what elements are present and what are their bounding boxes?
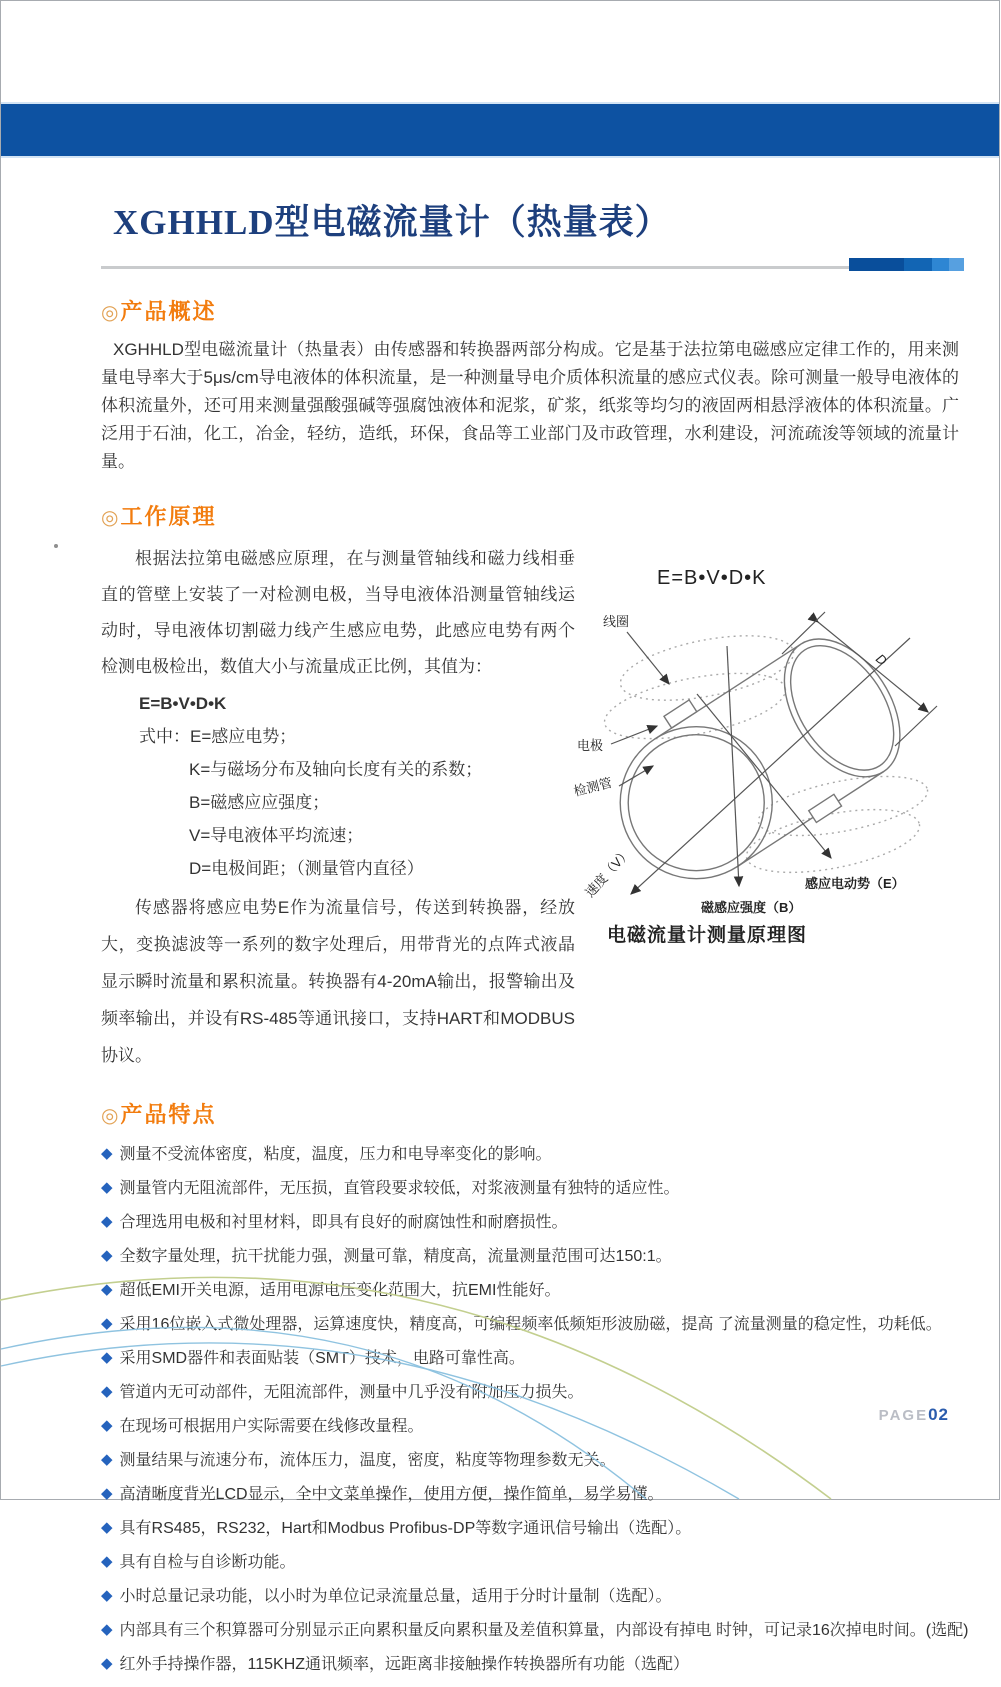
features-heading-text: 产品特点 bbox=[120, 1102, 217, 1127]
page-number: 02 bbox=[928, 1405, 949, 1424]
page-content bbox=[1, 155, 999, 1687]
dimension-extension-1 bbox=[782, 612, 825, 654]
feature-item-text: 具有自检与自诊断功能。 bbox=[119, 1554, 296, 1571]
page-label: PAGE bbox=[878, 1407, 929, 1424]
diamond-bullet-icon: ◆ bbox=[101, 1315, 113, 1332]
diamond-bullet-icon: ◆ bbox=[101, 1587, 113, 1604]
principle-heading bbox=[101, 500, 959, 531]
feature-item bbox=[101, 1551, 959, 1573]
feature-item-text: 具有RS485，RS232，Hart和Modbus Profibus-DP等数字通讯信号输出（选配）。 bbox=[119, 1520, 692, 1537]
diameter-label: D bbox=[873, 650, 890, 669]
feature-item-text: 超低EMI开关电源，适用电源电压变化范围大，抗EMI性能好。 bbox=[119, 1282, 561, 1299]
diamond-bullet-icon: ◆ bbox=[101, 1519, 113, 1536]
electrode-top bbox=[664, 700, 697, 728]
diamond-bullet-icon: ◆ bbox=[101, 1621, 113, 1638]
feature-item bbox=[101, 1449, 959, 1471]
dimension-extension-2 bbox=[895, 706, 937, 746]
feature-item-text: 高清晰度背光LCD显示，全中文菜单操作，使用方便，操作简单，易学易懂。 bbox=[119, 1486, 664, 1503]
section-overview bbox=[101, 295, 959, 476]
diagram-caption: 电磁流量计测量原理图 bbox=[607, 925, 808, 946]
feature-item-text: 管道内无可动部件，无阻流部件，测量中几乎没有附加压力损失。 bbox=[119, 1384, 584, 1401]
section-features bbox=[101, 1098, 969, 1675]
feature-item bbox=[101, 1381, 959, 1403]
diamond-bullet-icon: ◆ bbox=[101, 1179, 113, 1196]
principle-diagram-column bbox=[572, 533, 961, 1074]
tube-leader-line bbox=[619, 766, 653, 786]
feature-item bbox=[101, 1211, 959, 1233]
principle-paragraph-2: 传感器将感应电势E作为流量信号，传送到转换器，经放大，变换滤波等一系列的数字处理后，用带背光的点阵式液晶显示瞬时流量和累积流量。转换器有4-20mA输出，报警输出及频率输出，并设有RS-485等通讯接口，支持HART和MODBUS协议。 bbox=[101, 898, 575, 1065]
tube-label: 检测管 bbox=[572, 774, 614, 799]
section-marker-icon: ◎ bbox=[101, 302, 119, 324]
velocity-arrow bbox=[631, 638, 910, 894]
overview-paragraph: XGHHLD型电磁流量计（热量表）由传感器和转换器两部分构成。它是基于法拉第电磁感应定律工作的，用来测量电导率大于5μs/cm导电液体的体积流量，是一种测量导电介质体积流量的感应式仪表。除可测量一般导电液体的体积流量外，还可用来测量强酸强碱等强腐蚀液体和泥浆，矿浆，纸浆等均匀的液固两相悬浮液体的体积流量。广泛用于石油，化工，冶金，轻纺，造纸，环保，食品等工业部门及市政管理，水利建设，河流疏浚等领域的流量计量。 bbox=[101, 340, 959, 471]
section-marker-icon: ◎ bbox=[101, 1105, 119, 1127]
title-divider-line bbox=[101, 266, 964, 269]
page-title: XGHHLD型电磁流量计（热量表） bbox=[113, 203, 671, 242]
formula-term: B=磁感应应强度； bbox=[189, 793, 330, 812]
diamond-bullet-icon: ◆ bbox=[101, 1485, 113, 1502]
diamond-bullet-icon: ◆ bbox=[101, 1383, 113, 1400]
feature-item-text: 内部具有三个积算器可分别显示正向累积量反向累积量及差值积算量，内部设有掉电 时钟，可记录16次掉电时间。(选配) bbox=[119, 1622, 969, 1639]
feature-item-text: 采用SMD器件和表面贴装（SMT）技术，电路可靠性高。 bbox=[119, 1350, 525, 1367]
diamond-bullet-icon: ◆ bbox=[101, 1553, 113, 1570]
diameter-dimension-line bbox=[818, 622, 928, 712]
principle-columns bbox=[101, 533, 959, 1074]
feature-item bbox=[101, 1143, 959, 1165]
title-divider bbox=[101, 257, 959, 271]
feature-item bbox=[101, 1245, 959, 1267]
feature-item-text: 在现场可根据用户实际需要在线修改量程。 bbox=[119, 1418, 424, 1435]
electrode-bottom bbox=[809, 794, 842, 822]
feature-item bbox=[101, 1177, 959, 1199]
diamond-bullet-icon: ◆ bbox=[101, 1349, 113, 1366]
diamond-bullet-icon: ◆ bbox=[101, 1247, 113, 1264]
feature-item-text: 红外手持操作器，115KHZ通讯频率，远距离非接触操作转换器所有功能（选配） bbox=[119, 1656, 690, 1673]
feature-item-text: 全数字量处理，抗干扰能力强，测量可靠，精度高，流量测量范围可达150:1。 bbox=[119, 1248, 672, 1265]
feature-item bbox=[101, 1313, 959, 1335]
section-principle bbox=[101, 500, 959, 1074]
feature-item bbox=[101, 1347, 959, 1369]
feature-item-text: 测量不受流体密度，粘度，温度，压力和电导率变化的影响。 bbox=[119, 1146, 552, 1163]
features-list bbox=[101, 1143, 969, 1675]
formula-terms bbox=[101, 753, 575, 885]
diamond-bullet-icon: ◆ bbox=[101, 1145, 113, 1162]
overview-heading-text: 产品概述 bbox=[120, 299, 217, 324]
coil-leader-line bbox=[627, 632, 669, 684]
diamond-bullet-icon: ◆ bbox=[101, 1451, 113, 1468]
formula-term: K=与磁场分布及轴向长度有关的系数； bbox=[189, 760, 483, 779]
principle-heading-text: 工作原理 bbox=[120, 504, 217, 529]
b-field-arrow bbox=[727, 646, 739, 886]
feature-item-text: 测量结果与流速分布，流体压力，温度，密度，粘度等物理参数无关。 bbox=[119, 1452, 616, 1469]
section-marker-icon: ◎ bbox=[101, 507, 119, 529]
formula-block bbox=[101, 687, 575, 885]
formula: E=B•V•D•K bbox=[139, 694, 227, 713]
feature-item-text: 测量管内无阻流部件，无压损，直管段要求较低，对浆液测量有独特的适应性。 bbox=[119, 1180, 680, 1197]
emf-arrow bbox=[697, 694, 831, 858]
feature-item bbox=[101, 1653, 959, 1675]
feature-item-text: 小时总量记录功能，以小时为单位记录流量总量，适用于分时计量制（选配）。 bbox=[119, 1588, 672, 1605]
diamond-bullet-icon: ◆ bbox=[101, 1655, 113, 1672]
emf-label: 感应电动势（E） bbox=[805, 876, 905, 891]
diamond-bullet-icon: ◆ bbox=[101, 1417, 113, 1434]
feature-item bbox=[101, 1279, 959, 1301]
electrode-leader-line bbox=[611, 726, 657, 744]
overview-heading bbox=[101, 295, 959, 326]
velocity-label: 速度（V） bbox=[582, 844, 634, 901]
feature-item-text: 合理选用电极和衬里材料，即具有良好的耐腐蚀性和耐磨损性。 bbox=[119, 1214, 568, 1231]
title-divider-accent bbox=[849, 258, 964, 271]
diagram-formula: E=B•V•D•K bbox=[657, 567, 767, 589]
formula-term: V=导电液体平均流速； bbox=[189, 826, 364, 845]
electrode-label: 电极 bbox=[577, 738, 604, 753]
feature-item bbox=[101, 1483, 959, 1505]
coil-label: 线圈 bbox=[603, 614, 630, 629]
principle-paragraph-1: 根据法拉第电磁感应原理，在与测量管轴线和磁力线相垂直的管壁上安装了一对检测电极，当导电液体沿测量管轴线运动时，导电液体切割磁力线产生感应电势，此感应电势有两个检测电极检出，数值大小与流量成正比例，其值为： bbox=[101, 549, 575, 676]
formula-term: D=电极间距；（测量管内直径） bbox=[189, 859, 424, 878]
principle-text-column bbox=[101, 533, 575, 1074]
formula-where: 式中：E=感应电势； bbox=[139, 727, 297, 746]
feature-item bbox=[101, 1585, 959, 1607]
page-number-footer bbox=[879, 1405, 949, 1425]
feature-item bbox=[101, 1415, 959, 1437]
diamond-bullet-icon: ◆ bbox=[101, 1213, 113, 1230]
b-field-label: 磁感应强度（B） bbox=[701, 900, 802, 915]
feature-item bbox=[101, 1517, 959, 1539]
print-speck bbox=[54, 544, 58, 548]
diamond-bullet-icon: ◆ bbox=[101, 1281, 113, 1298]
features-heading bbox=[101, 1098, 959, 1129]
feature-item bbox=[101, 1619, 969, 1641]
top-banner-bar bbox=[1, 102, 999, 158]
flowmeter-principle-diagram bbox=[572, 598, 961, 916]
feature-item-text: 采用16位嵌入式微处理器，运算速度快，精度高，可编程频率低频矩形波励磁，提高 了流量测量的稳定性，功耗低。 bbox=[119, 1316, 942, 1333]
